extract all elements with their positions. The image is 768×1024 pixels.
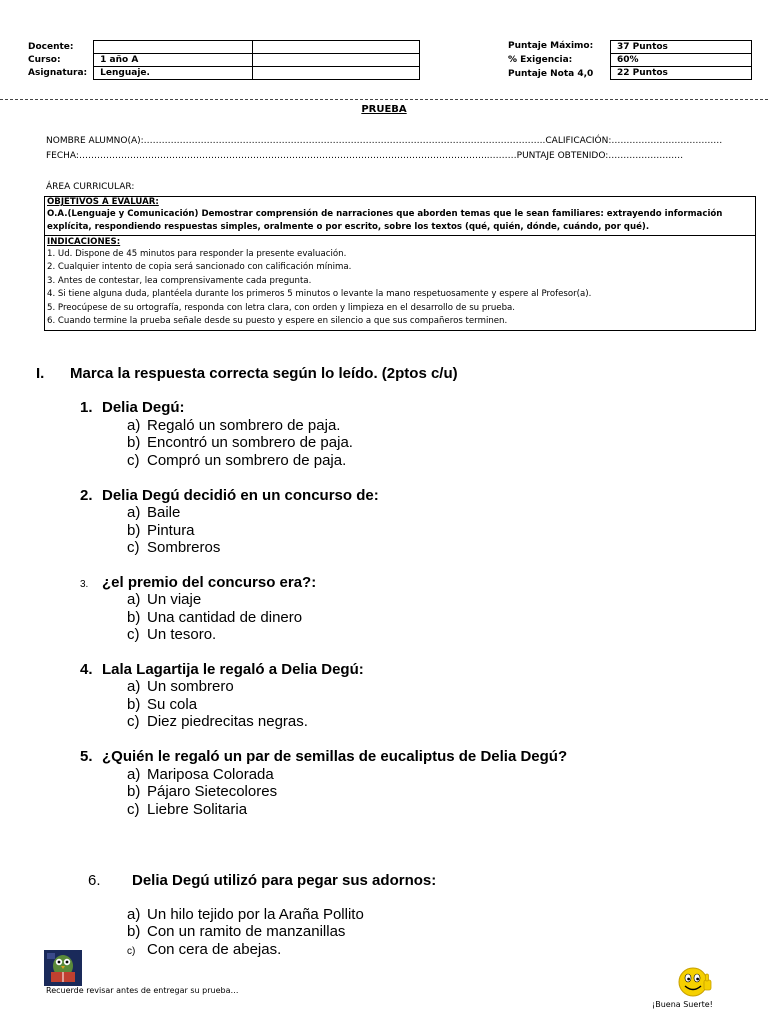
instruction-item: 3. Antes de contestar, lea comprensivamente cada pregunta. xyxy=(47,275,312,286)
option-letter: c) xyxy=(127,626,140,643)
smiley-thumbs-up-icon xyxy=(676,966,714,1000)
curso-value: 1 año A xyxy=(94,54,253,67)
objectives-line-1: O.A.(Lenguaje y Comunicación) Demostrar comprensión de narraciones que aborden temas que le sean familiares: extrayendo información xyxy=(47,209,723,219)
option-1c[interactable] xyxy=(127,452,346,469)
option-3a[interactable] xyxy=(127,591,201,608)
curso-label: Curso: xyxy=(28,55,61,65)
instructions-box xyxy=(44,235,756,331)
option-letter: b) xyxy=(127,522,141,539)
objectives-heading: OBJETIVOS A EVALUAR: xyxy=(47,197,159,207)
exigencia-value: 60% xyxy=(611,54,752,67)
instruction-item: 2. Cualquier intento de copia será sancionado con calificación mínima. xyxy=(47,262,352,273)
instruction-item: 6. Cuando termine la prueba señale desde su puesto y espere en silencio a que sus compañeros terminen. xyxy=(47,316,508,327)
question-text: Delia Degú: xyxy=(102,399,185,416)
question-3 xyxy=(80,574,316,591)
option-text: Pájaro Sietecolores xyxy=(147,783,278,800)
option-1a[interactable] xyxy=(127,417,340,434)
question-number: 3. xyxy=(80,579,89,590)
option-text: Con un ramito de manzanillas xyxy=(147,923,346,940)
option-letter: c) xyxy=(127,946,136,957)
question-text: ¿el premio del concurso era?: xyxy=(102,574,317,591)
option-3b[interactable] xyxy=(127,609,302,626)
option-text: Sombreros xyxy=(147,539,221,556)
option-text: Un hilo tejido por la Araña Pollito xyxy=(147,906,364,923)
option-letter: c) xyxy=(127,713,140,730)
option-text: Una cantidad de dinero xyxy=(147,609,303,626)
puntaje-maximo-label: Puntaje Máximo: xyxy=(508,41,594,51)
question-2 xyxy=(80,487,379,504)
option-letter: a) xyxy=(127,678,141,695)
option-letter: b) xyxy=(127,923,141,940)
section-text: Marca la respuesta correcta según lo leído. (2ptos c/u) xyxy=(70,365,458,382)
docente-label: Docente: xyxy=(28,42,74,52)
option-letter: b) xyxy=(127,609,141,626)
question-text: ¿Quién le regaló un par de semillas de eucaliptus de Delia Degú? xyxy=(102,748,568,765)
instruction-item: 1. Ud. Dispone de 45 minutos para responder la presente evaluación. xyxy=(47,249,347,259)
question-number: 1. xyxy=(80,399,93,416)
option-4c[interactable] xyxy=(127,713,308,730)
puntaje-maximo-value: 37 Puntos xyxy=(611,41,752,54)
option-text: Diez piedrecitas negras. xyxy=(147,713,308,730)
question-number: 4. xyxy=(80,661,93,678)
question-5 xyxy=(80,748,567,765)
option-text: Pintura xyxy=(147,522,195,539)
option-text: Compró un sombrero de paja. xyxy=(147,452,347,469)
objectives-line-2: explícita, respondiendo respuestas simples, oralmente o por escrito, sobre los textos (qué, quién, dónde, cuándo, por qué). xyxy=(47,222,650,233)
option-text: Un viaje xyxy=(147,591,202,608)
option-text: Baile xyxy=(147,504,181,521)
docente-extra xyxy=(253,41,420,54)
question-6 xyxy=(88,872,436,889)
option-6a[interactable] xyxy=(127,906,364,923)
option-text: Mariposa Colorada xyxy=(147,766,274,783)
option-2a[interactable] xyxy=(127,504,180,521)
good-luck-text: ¡Buena Suerte! xyxy=(652,1000,713,1009)
option-6b[interactable] xyxy=(127,923,345,940)
option-text: Encontró un sombrero de paja. xyxy=(147,434,353,451)
question-number: 2. xyxy=(80,487,93,504)
reading-owl-icon xyxy=(44,950,82,986)
header-right-table xyxy=(610,40,752,80)
question-number: 6. xyxy=(88,872,101,889)
asignatura-value: Lenguaje. xyxy=(94,67,253,80)
question-text: Delia Degú decidió en un concurso de: xyxy=(102,487,379,504)
option-letter: c) xyxy=(127,539,140,556)
instruction-item: 4. Si tiene alguna duda, plantéela durante los primeros 5 minutos o levante la mano respetuosamente y espere al Profesor(a). xyxy=(47,289,592,300)
option-letter: b) xyxy=(127,696,141,713)
question-text: Delia Degú utilizó para pegar sus adornos: xyxy=(132,872,437,889)
question-text: Lala Lagartija le regaló a Delia Degú: xyxy=(102,661,364,678)
docente-value xyxy=(94,41,253,54)
option-5a[interactable] xyxy=(127,766,274,783)
question-4 xyxy=(80,661,364,678)
exigencia-label: % Exigencia: xyxy=(508,55,573,65)
section-numeral: I. xyxy=(36,365,45,382)
option-4a[interactable] xyxy=(127,678,234,695)
option-letter: a) xyxy=(127,417,141,434)
puntaje-nota-value: 22 Puntos xyxy=(611,67,752,80)
option-2b[interactable] xyxy=(127,522,195,539)
option-letter: a) xyxy=(127,591,141,608)
option-1b[interactable] xyxy=(127,434,353,451)
option-text: Regaló un sombrero de paja. xyxy=(147,417,341,434)
section-heading xyxy=(36,365,458,382)
option-text: Un sombrero xyxy=(147,678,234,695)
footer-reminder: Recuerde revisar antes de entregar su prueba… xyxy=(46,986,239,995)
cut-line xyxy=(0,99,768,100)
header-left-table xyxy=(22,40,420,80)
option-letter: a) xyxy=(127,766,141,783)
curso-extra xyxy=(253,54,420,67)
fecha-field[interactable]: FECHA:………………………………………………………………………………………………………………………..………PUNTAJE OBTENIDO:………………….… xyxy=(46,151,684,161)
option-letter: c) xyxy=(127,452,140,469)
nombre-field[interactable]: NOMBRE ALUMNO(A):……………………………………………………………………………………………………………………..CALIFICACIÓN:…………………………….… xyxy=(46,136,723,146)
instructions-heading: INDICACIONES: xyxy=(47,237,121,247)
option-5c[interactable] xyxy=(127,801,247,818)
page-title: PRUEBA xyxy=(361,104,407,115)
question-number: 5. xyxy=(80,748,93,765)
option-text: Un tesoro. xyxy=(147,626,217,643)
option-letter: b) xyxy=(127,783,141,800)
option-4b[interactable] xyxy=(127,696,197,713)
asignatura-label: Asignatura: xyxy=(28,68,88,78)
option-letter: a) xyxy=(127,504,141,521)
objectives-box xyxy=(44,196,756,236)
option-3c[interactable] xyxy=(127,626,216,643)
option-text: Su cola xyxy=(147,696,198,713)
option-letter: a) xyxy=(127,906,141,923)
option-6c[interactable] xyxy=(127,941,281,958)
question-1 xyxy=(80,399,185,416)
instruction-item: 5. Preocúpese de su ortografía, responda con letra clara, con orden y limpieza en el desarrollo de su prueba. xyxy=(47,302,516,313)
puntaje-nota-label: Puntaje Nota 4,0 xyxy=(508,69,594,79)
option-letter: b) xyxy=(127,434,141,451)
area-curricular-label: ÁREA CURRICULAR: xyxy=(46,182,135,192)
option-2c[interactable] xyxy=(127,539,220,556)
option-text: Liebre Solitaria xyxy=(147,801,248,818)
option-letter: c) xyxy=(127,801,140,818)
option-5b[interactable] xyxy=(127,783,277,800)
asignatura-extra xyxy=(253,67,420,80)
option-text: Con cera de abejas. xyxy=(147,941,282,958)
